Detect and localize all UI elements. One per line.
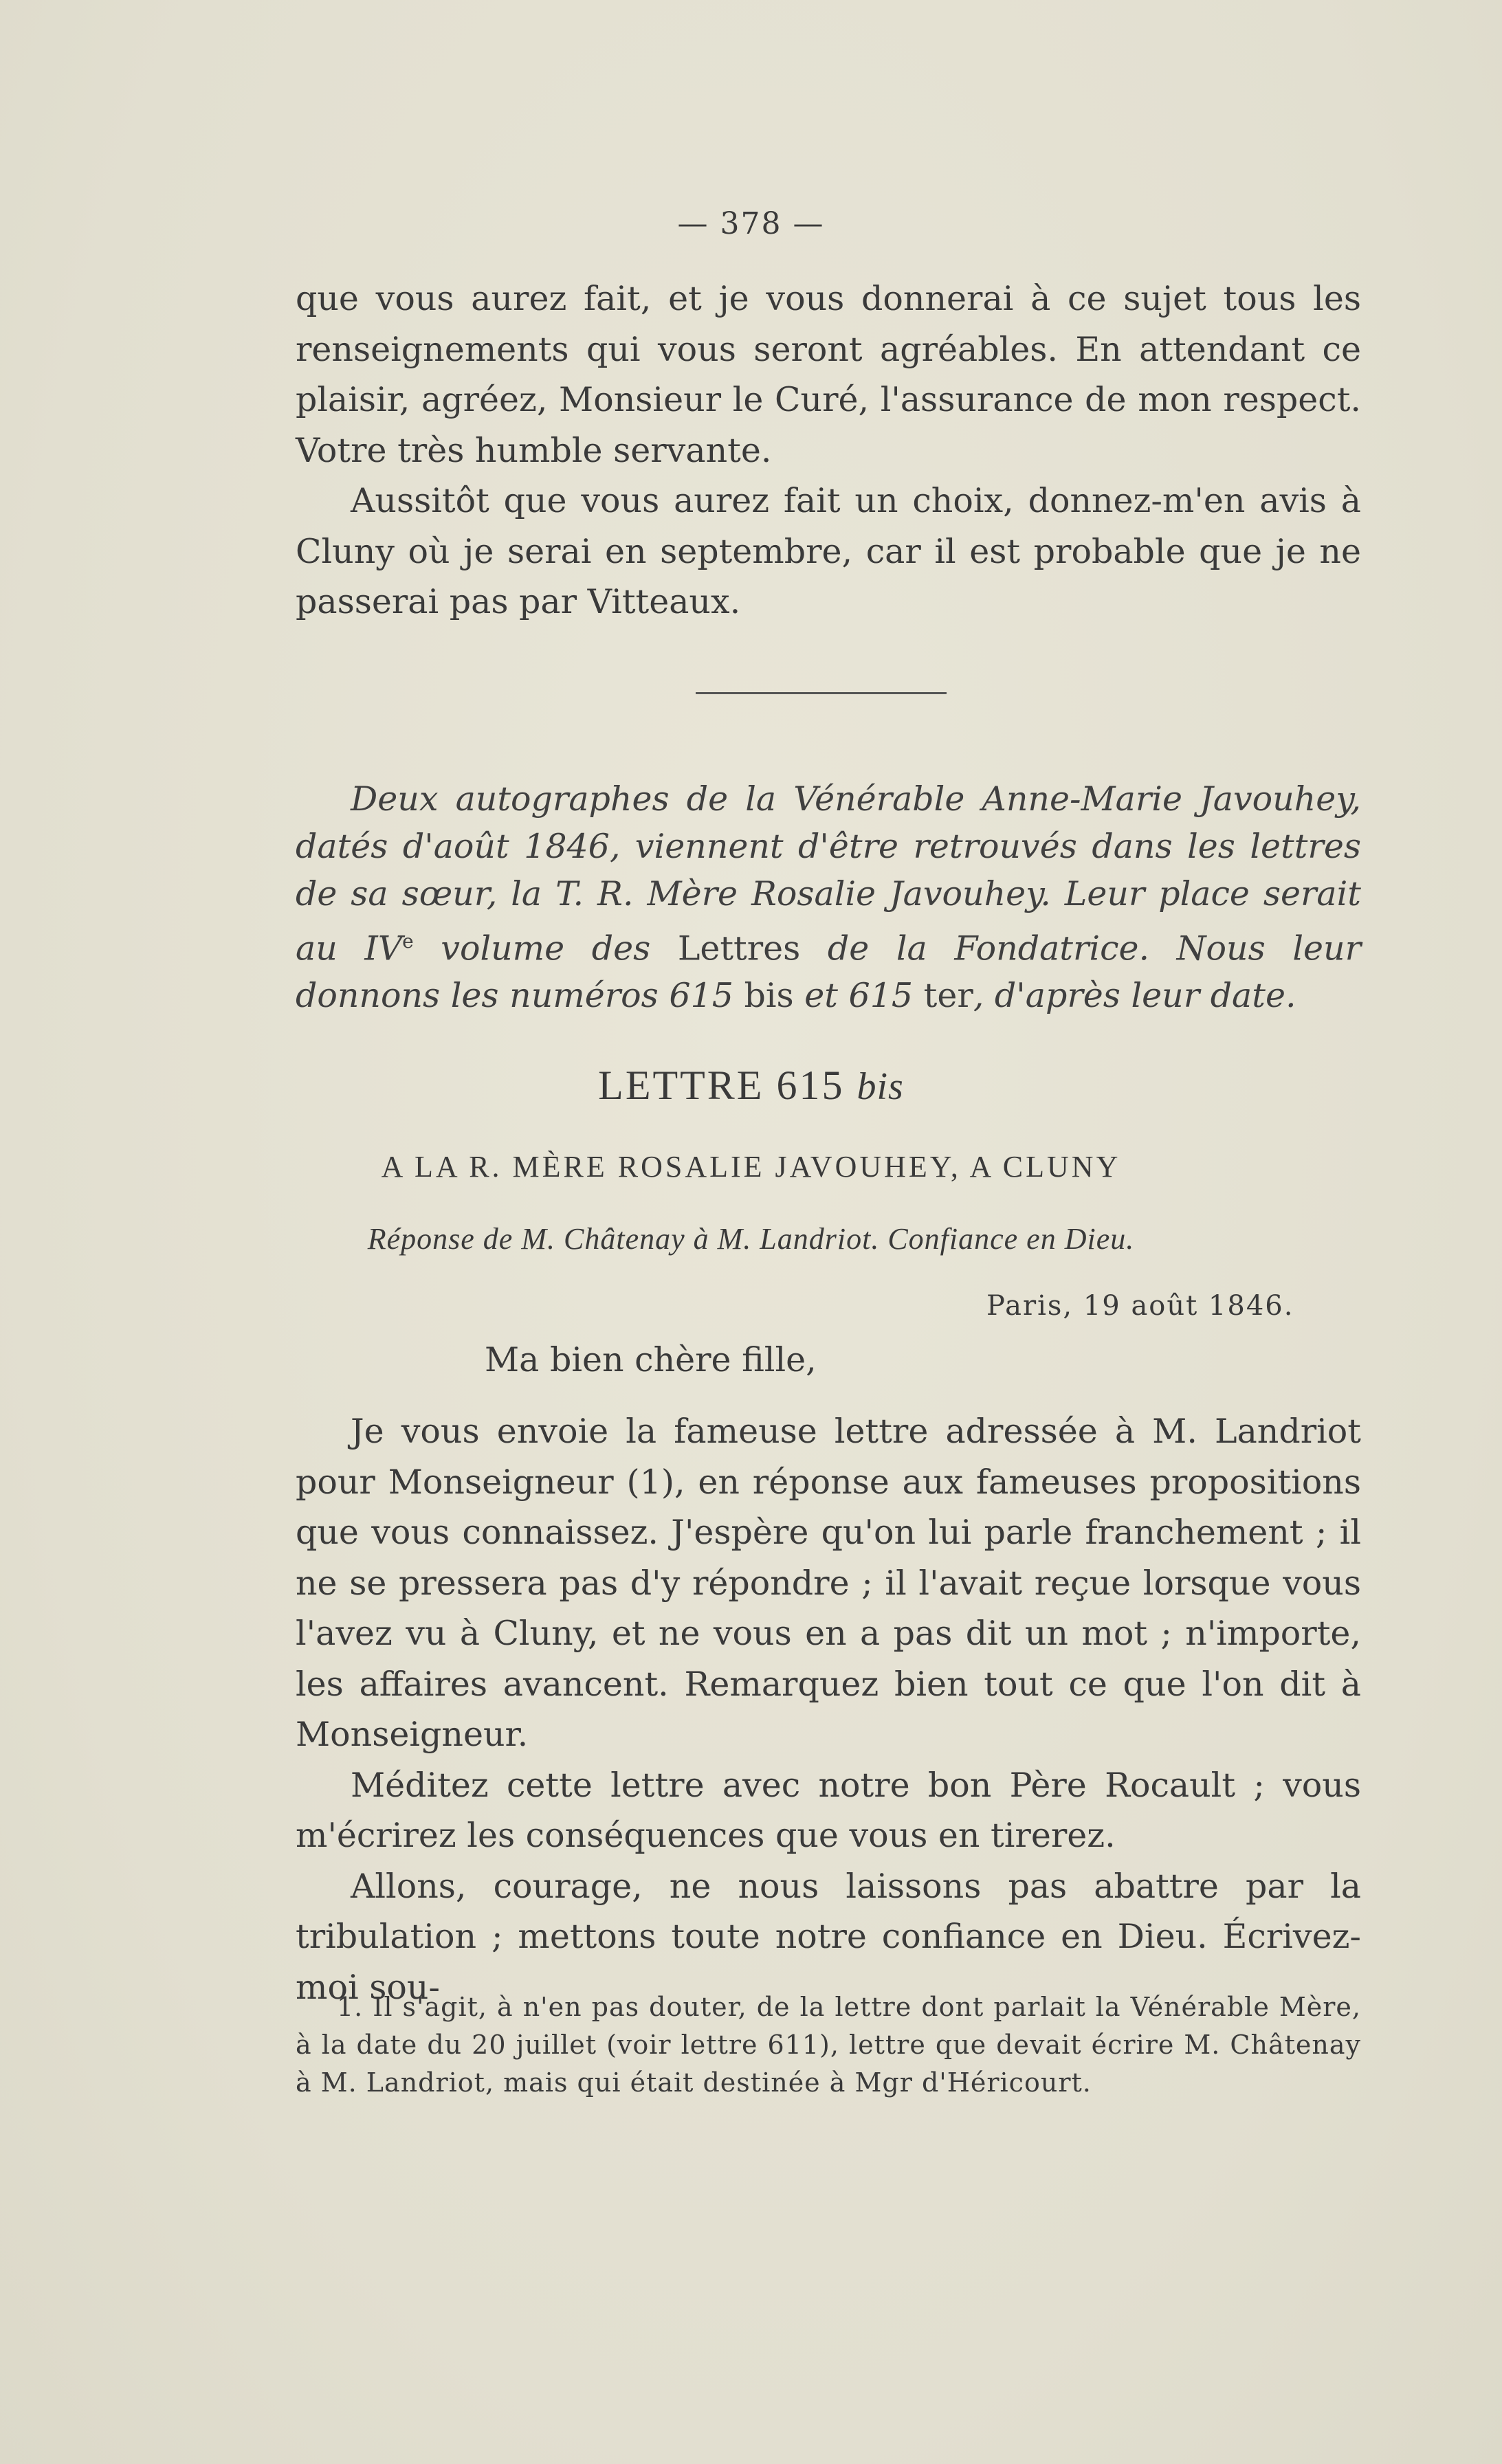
footnote-block (296, 1988, 1361, 2102)
section-divider (696, 692, 947, 694)
letter-paragraph: Allons, courage, ne nous laissons pas abattre par la tribulation ; mettons toute notre confiance en Dieu. Écrivez-moi sou- (296, 1866, 1361, 2007)
letter-dateline: Paris, 19 août 1846. (986, 1290, 1294, 1322)
letter-recipient: A LA R. MÈRE ROSALIE JAVOUHEY, A CLUNY (381, 1150, 1121, 1184)
editorial-note (296, 775, 1361, 1019)
closing-paragraph: que vous aurez fait, et je vous donnerai à ce sujet tous les renseignements qui vous seront agréables. En attendant ce plaisir, agréez, Monsieur le Curé, l'assurance de mon respect. Votre très humble servante. (296, 279, 1361, 470)
editorial-intro: Deux autographes de la Vénérable Anne-Marie Javouhey, datés d'août 1846, viennent d'être retrouvés dans les lettres de sa sœur, la T. R. Mère Rosalie Javouhey. Leur place serait au IVe volume des Lettres de la Fondatrice. Nous leur donnons les numéros 615 bis et 615 ter, d'après leur date. (296, 779, 1361, 1016)
footnote: 1. Il s'agit, à n'en pas douter, de la lettre dont parlait la Vénérable Mère, à la date du 20 juillet (voir lettre 611), lettre que devait écrire M. Châtenay à M. Landriot, mais qui était destinée à Mgr d'Héricourt. (296, 1992, 1361, 2098)
letter-title: LETTRE 615 bis (598, 1063, 904, 1108)
letter-paragraph: Méditez cette lettre avec notre bon Père Rocault ; vous m'écrirez les conséquences que vous en tirerez. (296, 1765, 1361, 1855)
letter-salutation: Ma bien chère fille, (485, 1340, 817, 1379)
letter-subject: Réponse de M. Châtenay à M. Landriot. Confiance en Dieu. (367, 1222, 1135, 1256)
page-number: — 378 — (677, 206, 825, 241)
postscript-paragraph: Aussitôt que vous aurez fait un choix, donnez-m'en avis à Cluny où je serai en septembre, car il est probable que je ne passerai pas par Vitteaux. (296, 481, 1361, 621)
letter-body (296, 1406, 1361, 2012)
letter-paragraph: Je vous envoie la fameuse lettre adressée à M. Landriot pour Monseigneur (1), en réponse aux fameuses propositions que vous connaissez. J'espère qu'on lui parle franchement ; il ne se pressera pas d'y répondre ; il l'avait reçue lorsque vous l'avez vu à Cluny, et ne vous en a pas dit un mot ; n'importe, les affaires avancent. Remarquez bien tout ce que l'on dit à Monseigneur. (296, 1412, 1361, 1754)
previous-letter-ending (296, 274, 1361, 628)
